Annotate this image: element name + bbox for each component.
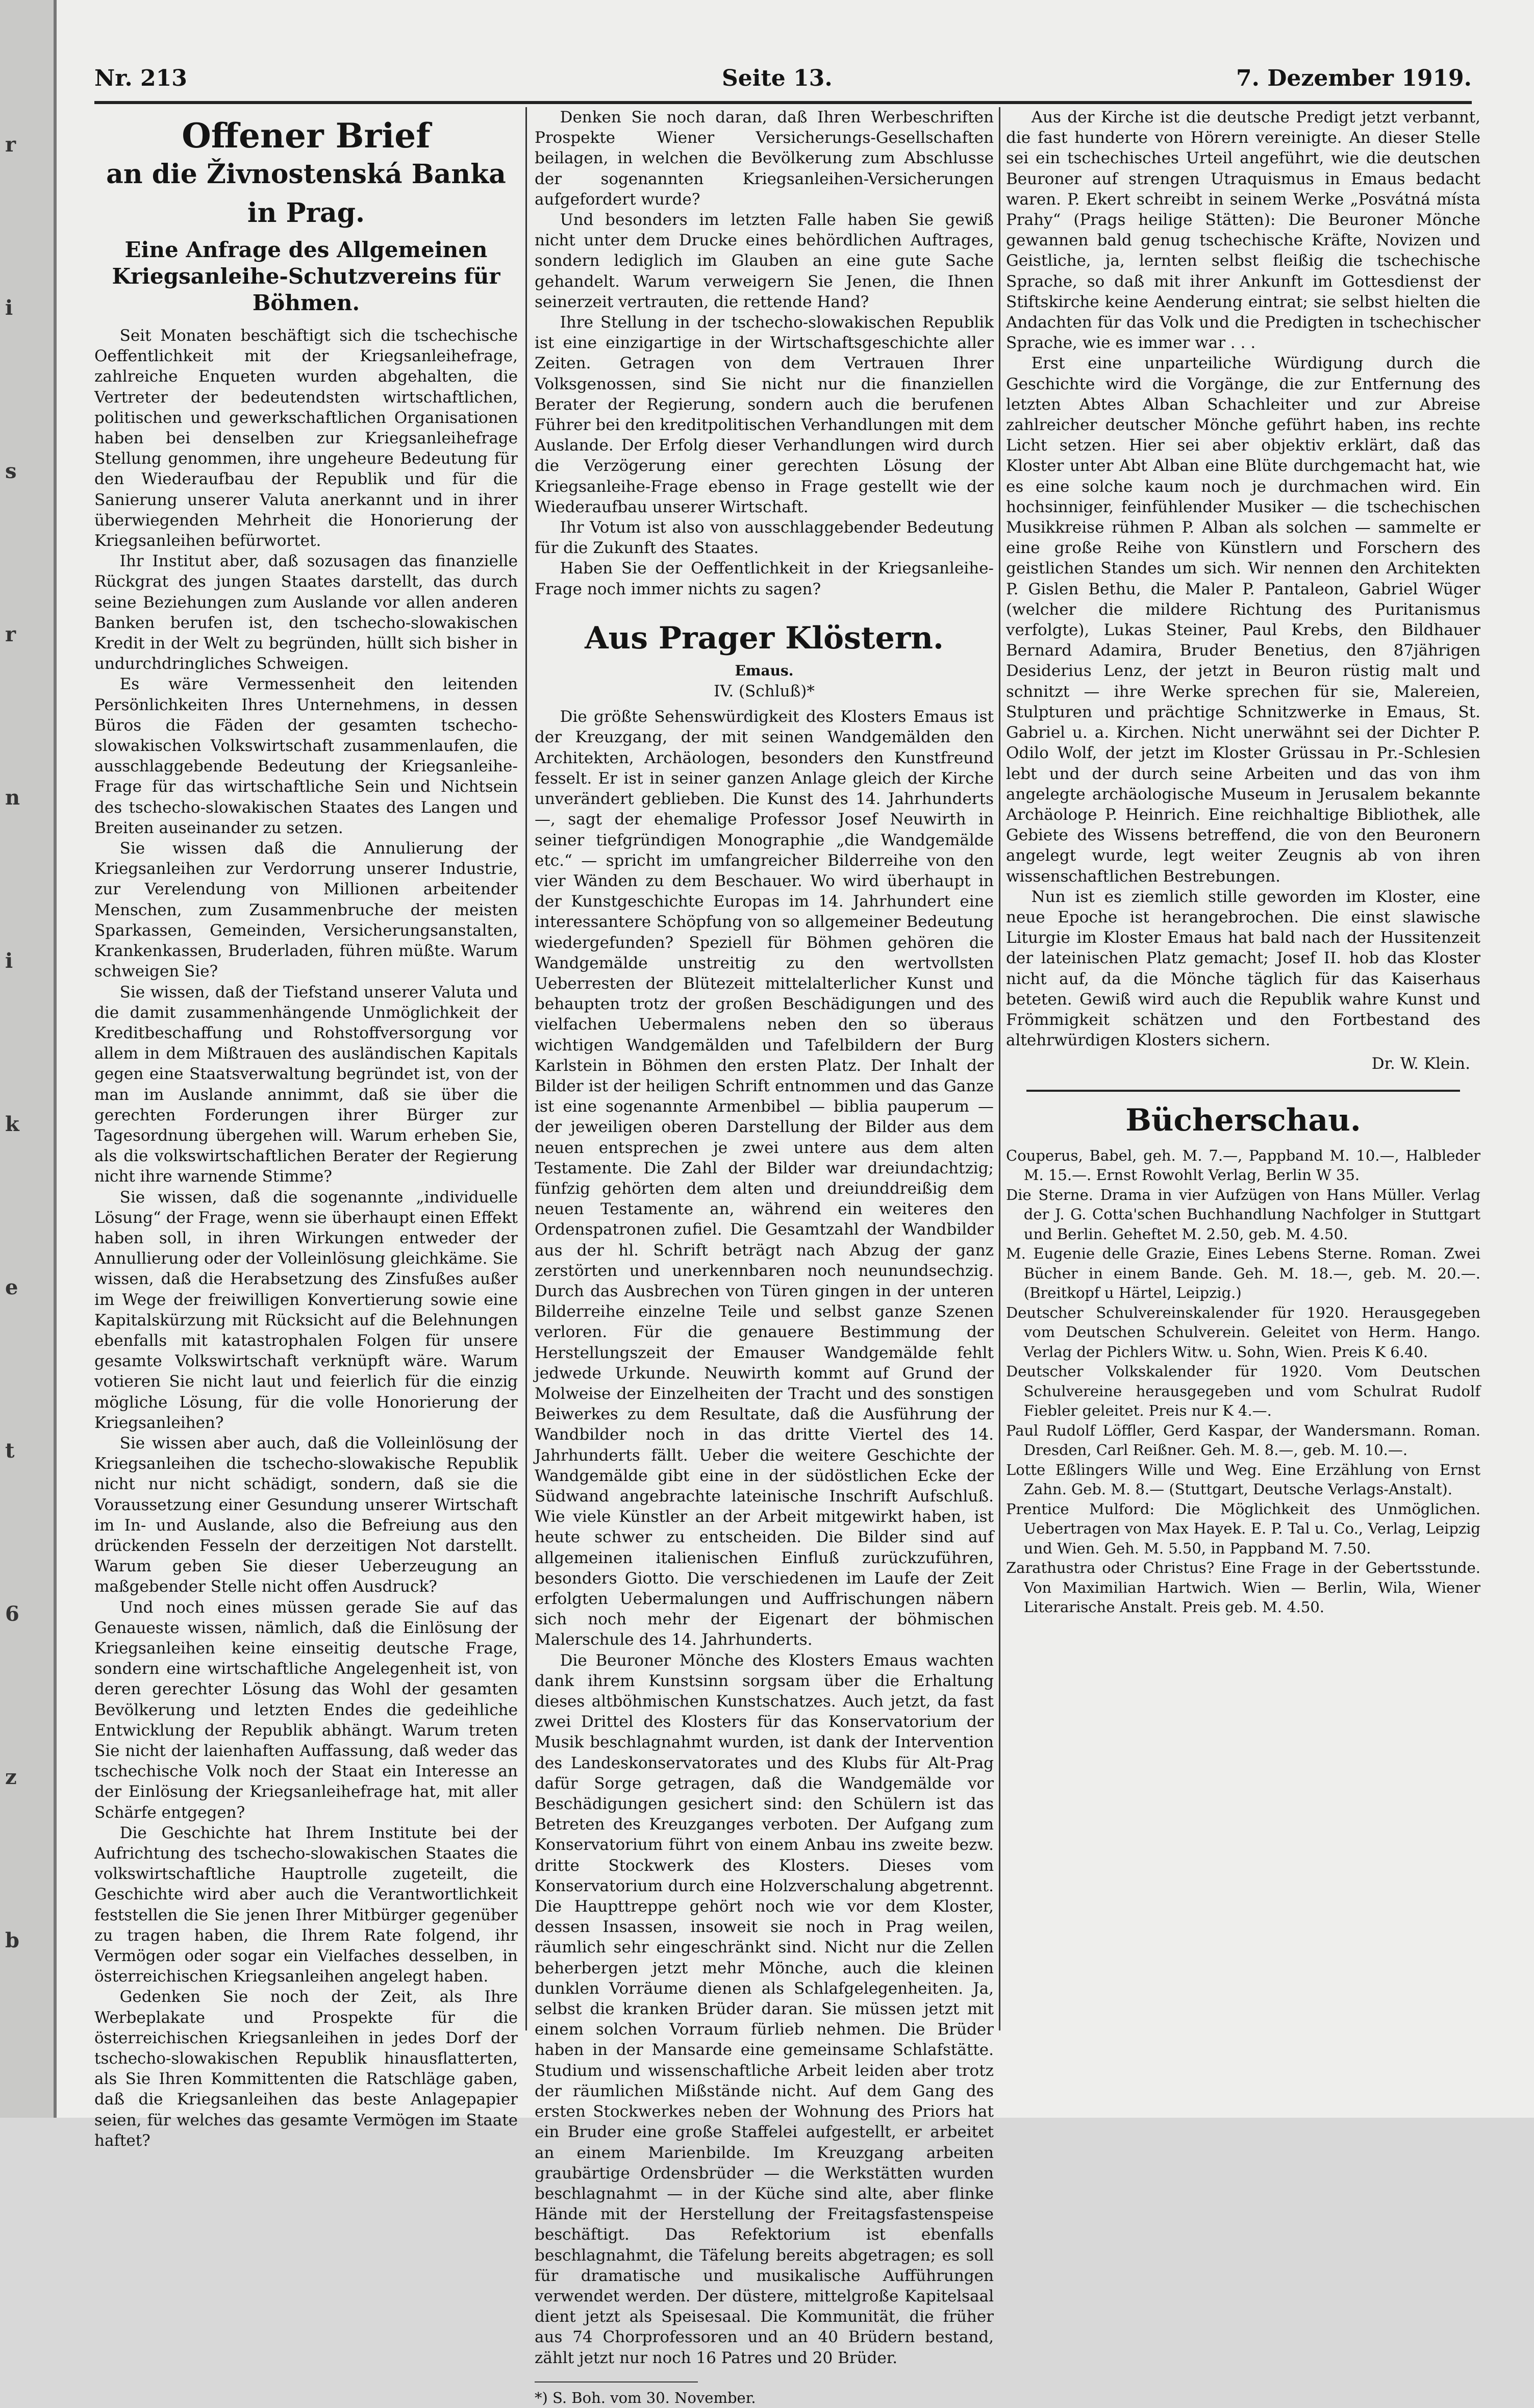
- edge-fragment: 6: [5, 1602, 19, 1626]
- paragraph: Und besonders im letzten Falle haben Sie gewiß nicht unter dem Drucke eines behördlichen Auftrages, sondern lediglich im Glauben an eine gute Sache gehandelt. Warum verweigern Sie Jenen, die Ihnen seinerzeit vertrauten, die rettende Hand?: [535, 211, 994, 311]
- paragraph: Und noch eines müssen gerade Sie auf das Genaueste wissen, nämlich, daß die Einlösung der Kriegsanleihen keine einseitig deutsche Frage, sondern eine wirtschaftliche Angelegenheit ist, von deren gerechter Lösung das Wohl der gesamten Bevölkerung und letzten Endes die gedeihliche Entwicklung der Republik abhängt. Warum treten Sie nicht der laienhaften Auffassung, daß weder das tschechische Volk noch der Staat ein Interesse an der Einlösung der Kriegsanleihefrage hat, mit aller Schärfe entgegen?: [94, 1598, 518, 1822]
- page-number: Seite 13.: [722, 65, 833, 91]
- article-title-line: an die Živnostenská Banka in Prag.: [106, 159, 506, 229]
- paragraph: Ihr Votum ist also von ausschlaggebender Bedeutung für die Zukunft des Staates.: [535, 518, 994, 558]
- edge-fragment: k: [5, 1112, 19, 1136]
- section-separator: [1026, 1090, 1460, 1092]
- book-entry: Paul Rudolf Löffler, Gerd Kaspar, der Wandersmann. Roman. Dresden, Carl Reißner. Geh. M. 8.—, geb. M. 10.—.: [1006, 1421, 1480, 1459]
- edge-fragment: i: [5, 296, 13, 320]
- book-entry: Die Sterne. Drama in vier Aufzügen von Hans Müller. Verlag der J. G. Cotta'schen Buchhandlung Nachfolger in Stuttgart und Berlin. Geheftet M. 2.50, geb. M. 4.50.: [1006, 1186, 1480, 1243]
- issue-date: 7. Dezember 1919.: [1236, 65, 1472, 91]
- paragraph: Sie wissen aber auch, daß die Volleinlösung der Kriegsanleihen die tschecho-slowakische Republik nicht nur nicht schädigt, sondern, daß sie die Voraussetzung einer Gesundung unserer Wirtschaft im In- und Auslande, also die Befreiung aus den drückenden Fesseln der derzeitigen Not darstellt. Warum geben Sie dieser Ueberzeugung an maßgebender Stelle nicht offen Ausdruck?: [94, 1434, 518, 1596]
- column-2: [535, 107, 994, 2406]
- paragraph: Sie wissen, daß der Tiefstand unserer Valuta und die damit zusammenhängende Unmöglichkeit der Kreditbeschaffung und Rohstoffversorgung vor allem in dem Mißtrauen des ausländischen Kapitals gegen eine Staatsverwaltung begründet ist, von der man im Auslande annimmt, daß sie über die gerechten Forderungen ihrer Bürger zur Tagesordnung übergehen will. Warum erheben Sie, als die volkswirtschaftlichen Berater der Regierung nicht ihre warnende Stimme?: [94, 983, 518, 1186]
- paragraph: Nun ist es ziemlich stille geworden im Kloster, eine neue Epoche ist herangebrochen. Die einst slawische Liturgie im Kloster Emaus hat bald nach der Hussitenzeit der lateinischen Platz gemacht; Josef II. hob das Kloster nicht auf, da die Mönche täglich für das Kaiserhaus beteten. Gewiß wird auch die Republik wahre Kunst und Frömmigkeit schätzen und den Fortbestand des altehrwürdigen Klosters sichern.: [1006, 887, 1480, 1050]
- book-entry: Couperus, Babel, geh. M. 7.—, Pappband M. 10.—, Halbleder M. 15.—. Ernst Rowohlt Verlag, Berlin W 35.: [1006, 1146, 1480, 1184]
- book-entry: Deutscher Volkskalender für 1920. Vom Deutschen Schulvereine herausgegeben und vom Schulrat Rudolf Fiebler geleitet. Preis nur K 4.—.: [1006, 1363, 1480, 1420]
- book-entry: Zarathustra oder Christus? Eine Frage in der Gebertsstunde. Von Maximilian Hartwich. Wien — Berlin, Wila, Wiener Literarische Anstalt. Preis geb. M. 4.50.: [1006, 1559, 1480, 1616]
- paragraph: Sie wissen, daß die sogenannte „individuelle Lösung“ der Frage, wenn sie überhaupt einen Effekt haben soll, in ihren Wirkungen entweder der Annullierung oder der Volleinlösung gleichkäme. Sie wissen, daß die Herabsetzung des Zinsfußes außer im Wege der freiwilligen Konvertierung sowie eine Kapitalskürzung mit Rücksicht auf die Belehnungen ebenfalls mit katastrophalen Folgen für unsere gesamte Volkswirtschaft verknüpft wäre. Warum votieren Sie nicht laut und feierlich für die einzig mögliche Lösung, für die volle Honorierung der Kriegsanleihen?: [94, 1188, 518, 1432]
- article-subtitle: Eine Anfrage des Allgemeinen Kriegsanleihe-Schutzvereins für Böhmen.: [112, 237, 500, 315]
- paragraph: Es wäre Vermessenheit den leitenden Persönlichkeiten Ihres Unternehmens, in dessen Büros die Fäden der gesamten tschecho-slowakischen Volkswirtschaft zusammenlaufen, die ausschlaggebende Bedeutung der Kriegsanleihe-Frage für das wirtschaftliche Sein und Nichtsein des tschecho-slowakischen Staates des Langen und Breiten auseinander zu setzen.: [94, 675, 518, 837]
- edge-fragment: t: [5, 1439, 15, 1463]
- adjacent-page-edge: [0, 0, 57, 2118]
- paragraph: Ihre Stellung in der tschecho-slowakischen Republik ist eine einzigartige in der Wirtschaftsgeschichte aller Zeiten. Getragen von dem Vertrauen Ihrer Volksgenossen, sind Sie nicht nur die finanziellen Berater der Regierung, sondern auch die berufenen Führer bei den kreditpolitischen Verhandlungen mit dem Auslande. Der Erfolg dieser Verhandlungen wird durch die Verzögerung einer gerechten Lösung der Kriegsanleihe-Frage ebenso in Frage gestellt wie der Wiederaufbau unserer Wirtschaft.: [535, 313, 994, 516]
- edge-fragment: r: [5, 622, 16, 646]
- edge-fragment: i: [5, 949, 13, 973]
- book-entry: Lotte Eßlingers Wille und Weg. Eine Erzählung von Ernst Zahn. Geb. M. 8.— (Stuttgart, Deutsche Verlags-Anstalt).: [1006, 1461, 1480, 1498]
- column-divider: [999, 107, 1000, 2030]
- article-title: [94, 116, 518, 233]
- paragraph: Die größte Sehenswürdigkeit des Klosters Emaus ist der Kreuzgang, der mit seinen Wandgemälden den Architekten, Archäologen, besonders den Kunstfreund fesselt. Er ist in seiner ganzen Anlage gleich der Kirche unverändert geblieben. Die Kunst des 14. Jahrhunderts —, sagt der ehemalige Professor Josef Neuwirth in seiner tiefgründigen Monographie „die Wandgemälde etc.“ — spricht im umfangreicher Bilderreihe von den vier Wänden zu dem Beschauer. Wo wird überhaupt in der Kunstgeschichte Europas im 14. Jahrhundert eine interessantere Schöpfung von so allgemeiner Bedeutung wiedergefunden? Speziell für Böhmen gehören die Wandgemälde unstreitig zu den wertvollsten Ueberresten der Blütezeit mittelalterlicher Kunst und behaupten trotz der großen Beschädigungen und des vielfachen Uebermalens neben den so überaus wichtigen Wandgemälden und Tafelbildern der Burg Karlstein in Böhmen den ersten Platz. Der Inhalt der Bilder ist der heiligen Schrift entnommen und das Ganze ist eine sogenannte Armenbibel — biblia pauperum — der jeweiligen oberen Darstellung der Bilder aus dem neuen entsprechen je zwei untere aus dem alten Testamente. Die Zahl der Bilder war dreiundachtzig; fünfzig gehörten dem alten und dreiunddreißig dem neuen Testamente an, während ein weiteres den Ordenspatronen zufiel. Die Gesamtzahl der Wandbilder aus der hl. Schrift beträgt nach Abzug der ganz zerstörten und unerkennbaren noch neunundsechzig. Durch das Ausbrechen von Türen gingen in der unteren Bilderreihe einzelne Teile und selbst ganze Szenen verloren. Für die genauere Bestimmung der Herstellungszeit der Emauser Wandgemälde fehlt jedwede Urkunde. Neuwirth kommt auf Grund der Molweise der Einzelheiten der Tracht und des sonstigen Beiwerkes zu dem Resultate, daß die Ausführung der Wandbilder noch in das dritte Viertel des 14. Jahrhunderts fällt. Ueber die weitere Geschichte der Wandgemälde gibt eine in der südöstlichen Ecke der Südwand angebrachte lateinische Inschrift Aufschluß. Wie viele Künstler an der Arbeit mitgewirkt haben, ist heute schwer zu entscheiden. Die Bilder sind auf allgemeinen italienischen Einfluß zurückzuführen, besonders Giotto. Die verschiedenen im Laufe der Zeit erfolgten Uebermalungen und Auffrischungen näbern sich noch mehr der Eigenart der böhmischen Malerschule des 14. Jahrhunderts.: [535, 708, 994, 1649]
- paragraph: Haben Sie der Oeffentlichkeit in der Kriegsanleihe-Frage noch immer nichts zu sagen?: [535, 559, 994, 598]
- book-entry: M. Eugenie delle Grazie, Eines Lebens Sterne. Roman. Zwei Bücher in einem Bande. Geh. M. 18.—, geb. M. 20.—. (Breitkopf u Härtel, Leipzig.): [1006, 1245, 1480, 1302]
- footnote-rule: [535, 2381, 698, 2382]
- edge-fragment: b: [5, 1928, 19, 1952]
- paragraph: Aus der Kirche ist die deutsche Predigt jetzt verbannt, die fast hunderte von Hörern vereinigte. An dieser Stelle sei ein tschechisches Urteil angeführt, wie die deutschen Beuroner auf strengen Utraquismus in Emaus bedacht waren. P. Ekert schreibt in seinem Werke „Posvátná místa Prahy“ (Prags heilige Stätten): Die Beuroner Mönche gewannen bald genug tschechische Kräfte, Novizen und Geistliche, ja, lernten selbst fleißig die tschechische Sprache, so daß mit ihrer Ankunft im Gottesdienst der Stiftskirche keine Aenderung eintrat; sie selbst hielten die Andachten für das Volk und die Predigten in tschechischer Sprache, wie es immer war . . .: [1006, 108, 1480, 353]
- paragraph: Sie wissen daß die Annulierung der Kriegsanleihen zur Verdorrung unserer Industrie, zur Verelendung von Millionen arbeitender Menschen, zum Zusammenbruche der meisten Sparkassen, Gemeinden, Versicherungsanstalten, Krankenkassen, Bruderladen, führen müßte. Warum schweigen Sie?: [94, 839, 518, 981]
- edge-fragment: z: [5, 1765, 17, 1789]
- paragraph: Gedenken Sie noch der Zeit, als Ihre Werbeplakate und Prospekte für die österreichischen Kriegsanleihen in jedes Dorf der tschecho-slowakischen Republik hinausflatterten, als Sie Ihren Kommittenten die Ratschläge gaben, daß die Kriegsanleihen das beste Anlagepapier seien, für welches das gesamte Vermögen im Staate haftet?: [94, 1988, 518, 2150]
- paragraph: Erst eine unparteiliche Würdigung durch die Geschichte wird die Vorgänge, die zur Entfernung des letzten Abtes Alban Schachleiter und zur Abreise zahlreicher deutscher Mönche geführt haben, ins rechte Licht setzen. Hier sei aber objektiv erklärt, daß das Kloster unter Abt Alban eine Blüte durchgemacht hat, wie es eine solche kaum noch je durchmachen wird. Ein hochsinniger, feinfühlender Musiker — die tschechischen Musikkreise rühmen P. Alban als solchen — sammelte er eine große Reihe von Künstlern und Forschern des geistlichen Standes um sich. Wir nennen den Architekten P. Gislen Bethu, die Maler P. Pantaleon, Gabriel Wüger (welcher die mildere Richtung des Puritanismus verfolgte), Lukas Steiner, Paul Krebs, den Bildhauer Bernard Adamira, Bruder Benetius, den 87jährigen Desiderius Lenz, der jetzt in Beuron rüstig malt und schnitzt — ihre Werke sprechen für sie, Malereien, Stulpturen und prächtige Schnitzwerke in Emaus, St. Gabriel u. a. Kirchen. Nicht unerwähnt sei der Dichter P. Odilo Wolf, der jetzt im Kloster Grüssau in Pr.-Schlesien lebt und der durch seine Arbeiten und das von ihm angelegte archäologische Museum in Jerusalem bekannte Archäologe P. Heinrich. Eine reichhaltige Bibliothek, alle Gebiete des Wissens betreffend, die von den Beuronern angelegt wurde, legt weiter Zeugnis ab von ihren wissenschaftlichen Bestrebungen.: [1006, 354, 1480, 886]
- book-entry: Deutscher Schulvereinskalender für 1920. Herausgegeben vom Deutschen Schulverein. Geleitet von Herm. Hango. Verlag der Pichlers Witw. u. Sohn, Wien. Preis K 6.40.: [1006, 1303, 1480, 1361]
- article-title-line: Offener Brief: [182, 116, 431, 156]
- header-rule: [94, 101, 1472, 104]
- paragraph: Seit Monaten beschäftigt sich die tschechische Oeffentlichkeit mit der Kriegsanleihefrage, zahlreiche Enqueten wurden abgehalten, die Vertreter der bedeutendsten wirtschaftlichen, politischen und gewerkschaftlichen Organisationen haben bei denselben zur Kriegsanleihefrage Stellung genommen, ihre ungeheure Bedeutung für den Wiederaufbau der Republik und für die Sanierung unserer Valuta anerkannt und in ihrer überwiegenden Mehrheit die Honorierung der Kriegsanleihen befürwortet.: [94, 327, 518, 550]
- column-divider: [525, 107, 527, 2030]
- section-title: Aus Prager Klöstern.: [585, 620, 944, 656]
- column-3: [1006, 107, 1480, 2041]
- column-1: [94, 107, 518, 2150]
- edge-fragment: r: [5, 133, 16, 157]
- issue-number: Nr. 213: [94, 65, 187, 91]
- author-signature: Dr. W. Klein.: [1371, 1055, 1470, 1073]
- paragraph: Ihr Institut aber, daß sozusagen das finanzielle Rückgrat des jungen Staates darstellt, das durch seine Beziehungen zum Auslande vor allen anderen Banken berufen ist, den tschecho-slowakischen Kredit in der Welt zu begründen, hüllt sich bisher in undurchdringliches Schweigen.: [94, 552, 518, 673]
- edge-fragment: s: [5, 459, 17, 483]
- paragraph: Denken Sie noch daran, daß Ihren Werbeschriften Prospekte Wiener Versicherungs-Gesellschaften beilagen, in welchen die Bevölkerung zum Abschlusse der sogenannten Kriegsanleihen-Versicherungen aufgefordert wurde?: [535, 108, 994, 209]
- paragraph: Die Geschichte hat Ihrem Institute bei der Aufrichtung des tschecho-slowakischen Staates die volkswirtschaftliche Hauptrolle zugeteilt, die Geschichte wird aber auch die Verantwortlichkeit feststellen die Sie jenen Ihrer Mitbürger gegenüber zu tragen haben, die Ihrem Rate folgend, ihr Vermögen oder sogar ein Vielfaches desselben, in österreichischen Kriegsanleihen angelegt haben.: [94, 1823, 518, 1986]
- section-subtitle: Emaus.: [735, 662, 794, 679]
- paragraph: Die Beuroner Mönche des Klosters Emaus wachten dank ihrem Kunstsinn sorgsam über die Erhaltung dieses altböhmischen Kunstschatzes. Auch jetzt, da fast zwei Drittel des Klosters für das Konservatorium der Musik beschlagnahmt wurden, ist dank der Intervention des Landeskonservatorates und des Klubs für Alt-Prag dafür Sorge getragen, daß die Wandgemälde vor Beschädigungen gesichert sind: den Schülern ist das Betreten des Kreuzganges verboten. Der Aufgang zum Konservatorium führt von einem Anbau ins zweite bezw. dritte Stockwerk des Klosters. Dieses vom Konservatorium durch eine Holzverschalung abgetrennt. Die Haupttreppe gehört noch wie vor dem Kloster, dessen Insassen, insoweit sie noch in Prag weilen, räumlich sehr eingeschränkt sind. Nicht nur die Zellen beherbergen jetzt mehr Mönche, auch die kleinen dunklen Vorräume dienen als Schlafgelegenheiten. Ja, selbst die kranken Brüder daran. Sie müssen jetzt mit einem solchen Vorraum fürlieb nehmen. Die Brüder haben in der Mansarde eine gemeinsame Schlafstätte. Studium und wissenschaftliche Arbeit leiden aber trotz der räumlichen Mißstände nicht. Auf dem Gang des ersten Stockwerkes neben der Wohnung des Priors hat ein Bruder eine große Staffelei aufgestellt, er arbeitet an einem Marienbilde. Im Kreuzgang arbeiten graubärtige Ordensbrüder — die Werkstätten wurden beschlagnahmt — in der Küche sind alte, aber flinke Hände mit der Herstellung der Freitagsfastenspeise beschäftigt. Das Refektorium ist ebenfalls beschlagnahmt, die Täfelung bereits abgetragen; es soll für dramatische und musikalische Aufführungen verwendet werden. Der düstere, mittelgroße Kapitelsaal dient jetzt als Speisesaal. Die Kommunität, die früher aus 74 Chorprofessoren und an 40 Brüdern bestand, zählt jetzt nur noch 16 Patres und 20 Brüder.: [535, 1651, 994, 2367]
- footnote: *) S. Boh. vom 30. November.: [535, 2389, 756, 2406]
- section-part: IV. (Schluß)*: [714, 682, 815, 701]
- book-entry: Prentice Mulford: Die Möglichkeit des Unmöglichen. Uebertragen von Max Hayek. E. P. Tal u. Co., Verlag, Leipzig und Wien. Geh. M. 5.50, in Pappband M. 7.50.: [1006, 1500, 1480, 1557]
- edge-fragment: e: [5, 1275, 18, 1299]
- edge-fragment: n: [5, 786, 20, 810]
- page-header: [94, 60, 1472, 101]
- books-title: Bücherschau.: [1125, 1102, 1361, 1138]
